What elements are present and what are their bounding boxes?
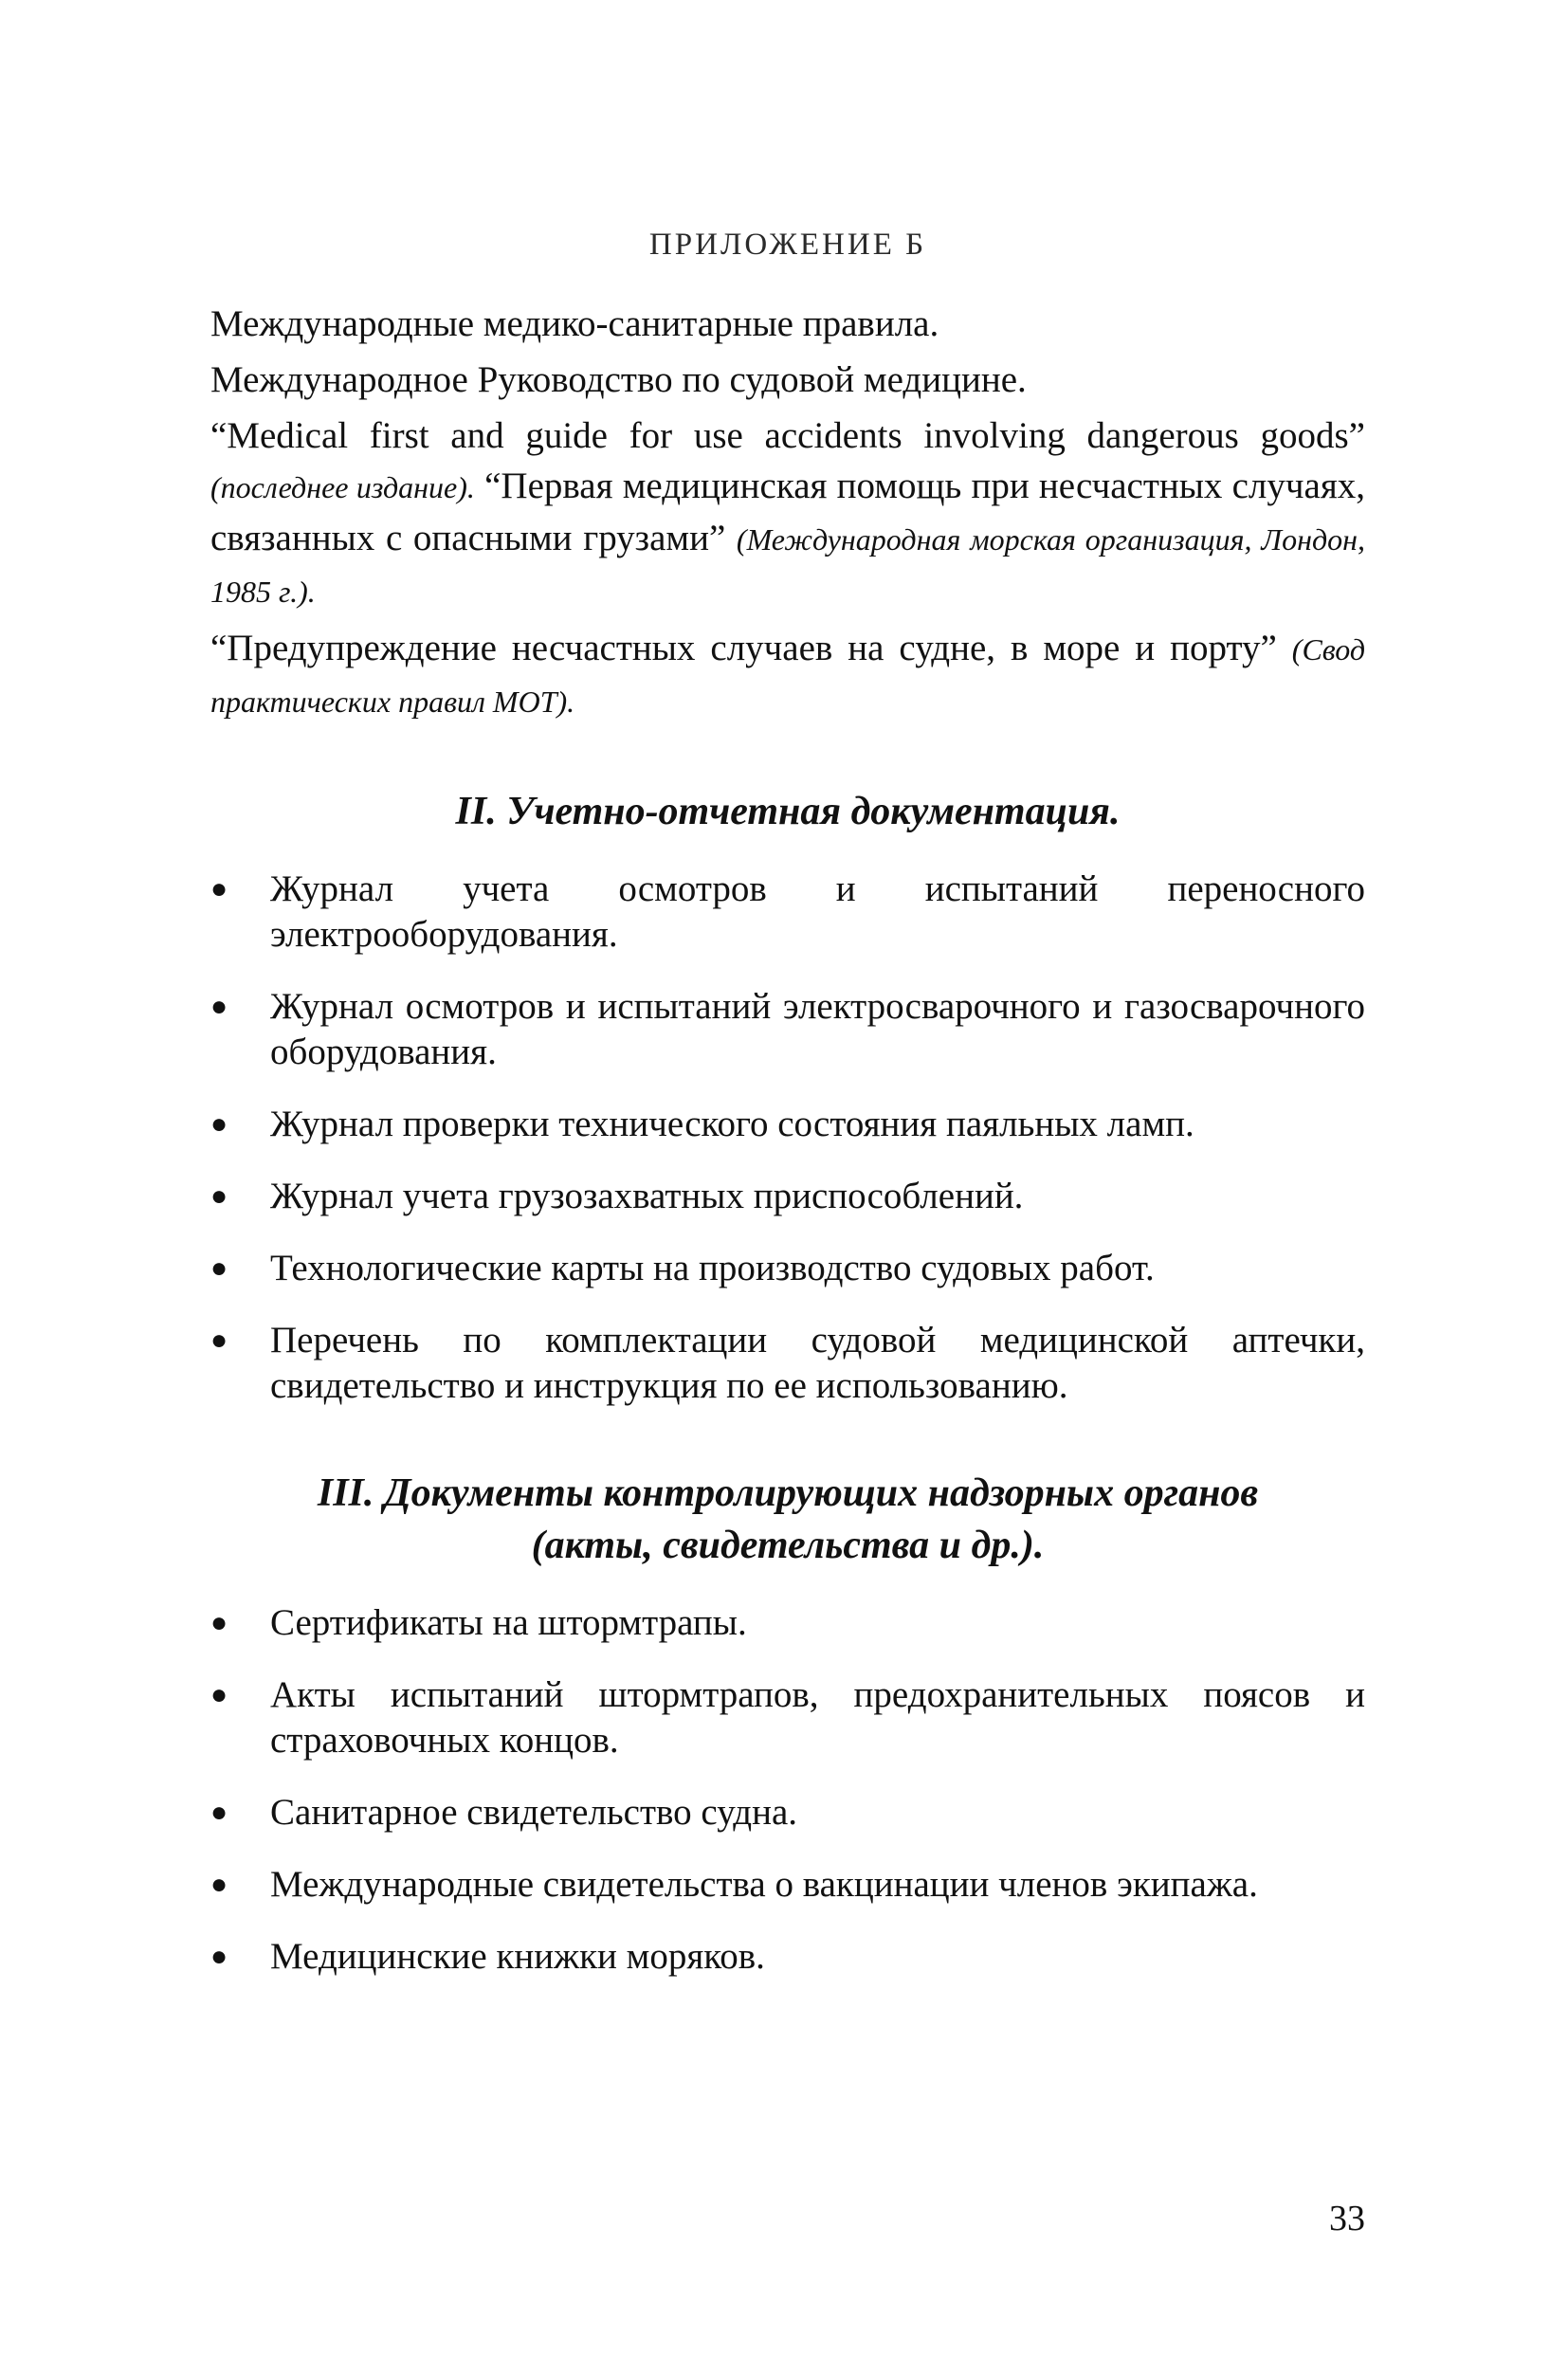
list-item-text: Журнал учета осмотров и испытаний переносного электрооборудования. (270, 868, 1365, 955)
section-3-title (210, 1468, 1365, 1572)
section-2-title: II. Учетно-отчетная документация. (455, 790, 1121, 833)
list-item-text: Перечень по комплектации судовой медицинской аптечки, свидетельство и инструкция по ее использованию. (270, 1320, 1365, 1406)
intro-3-note2: (Международная морская организация, Лондон, 1985 г.). (210, 522, 1366, 609)
intro-paragraph-2: Международное Руководство по судовой медицине. (210, 359, 1027, 400)
list-item-text: Медицинские книжки моряков. (270, 1936, 765, 1977)
intro-3-text: “Medical first and guide for use accidents involving dangerous goods” (210, 415, 1365, 456)
section-3-title-line-1: III. Документы контролирующих надзорных органов (317, 1471, 1259, 1515)
list-item (210, 1318, 1365, 1409)
list-item (210, 867, 1365, 958)
intro-3-note: (последнее издание). (210, 470, 475, 504)
list-item (210, 1102, 1365, 1147)
page-number: 33 (1329, 2199, 1365, 2238)
bullet-icon: ● (210, 1941, 228, 1972)
bullet-icon: ● (210, 873, 228, 904)
bullet-icon: ● (210, 1324, 228, 1356)
list-item (210, 1246, 1365, 1291)
list-item (210, 1600, 1365, 1646)
bullet-icon: ● (210, 1869, 228, 1900)
list-item-text: Журнал учета грузозахватных приспособлений. (270, 1176, 1024, 1216)
list-item (210, 1174, 1365, 1219)
intro-4-note: (Свод практических правил МОТ). (210, 632, 1366, 719)
list-item (210, 1790, 1365, 1835)
list-item-text: Международные свидетельства о вакцинации членов экипажа. (270, 1864, 1258, 1905)
section-2-list (210, 867, 1365, 1409)
intro-paragraph-4 (210, 623, 1365, 727)
list-item (210, 1672, 1365, 1763)
section-3-title-line-2: (акты, свидетельства и др.). (531, 1524, 1045, 1567)
intro-paragraph-1: Международные медико-санитарные правила. (210, 303, 939, 344)
bullet-icon: ● (210, 1180, 228, 1212)
bullet-icon: ● (210, 1252, 228, 1284)
page-content (210, 228, 1365, 2006)
list-item-text: Сертификаты на штормтрапы. (270, 1602, 747, 1643)
intro-4-text: “Предупреждение несчастных случаев на судне, в море и порту” (210, 628, 1277, 668)
bullet-icon: ● (210, 1797, 228, 1828)
bullet-icon: ● (210, 991, 228, 1022)
list-item (210, 1934, 1365, 1980)
list-item (210, 1862, 1365, 1908)
bullet-icon: ● (210, 1679, 228, 1710)
appendix-header: ПРИЛОЖЕНИЕ Б (648, 228, 927, 262)
intro-3-text2: “Первая медицинская помощь при несчастных случаях, связанных с опасными грузами” (210, 466, 1366, 558)
list-item-text: Акты испытаний штормтрапов, предохранительных поясов и страховочных концов. (270, 1674, 1365, 1761)
list-item-text: Журнал осмотров и испытаний электросварочного и газосварочного оборудования. (270, 986, 1365, 1072)
list-item-text: Технологические карты на производство судовых работ. (270, 1248, 1155, 1288)
bullet-icon: ● (210, 1108, 228, 1140)
list-item-text: Санитарное свидетельство судна. (270, 1792, 798, 1833)
list-item (210, 984, 1365, 1075)
section-3-list (210, 1600, 1365, 1980)
bullet-icon: ● (210, 1607, 228, 1638)
intro-paragraph-3 (210, 411, 1365, 617)
list-item-text: Журнал проверки технического состояния паяльных ламп. (270, 1104, 1194, 1144)
